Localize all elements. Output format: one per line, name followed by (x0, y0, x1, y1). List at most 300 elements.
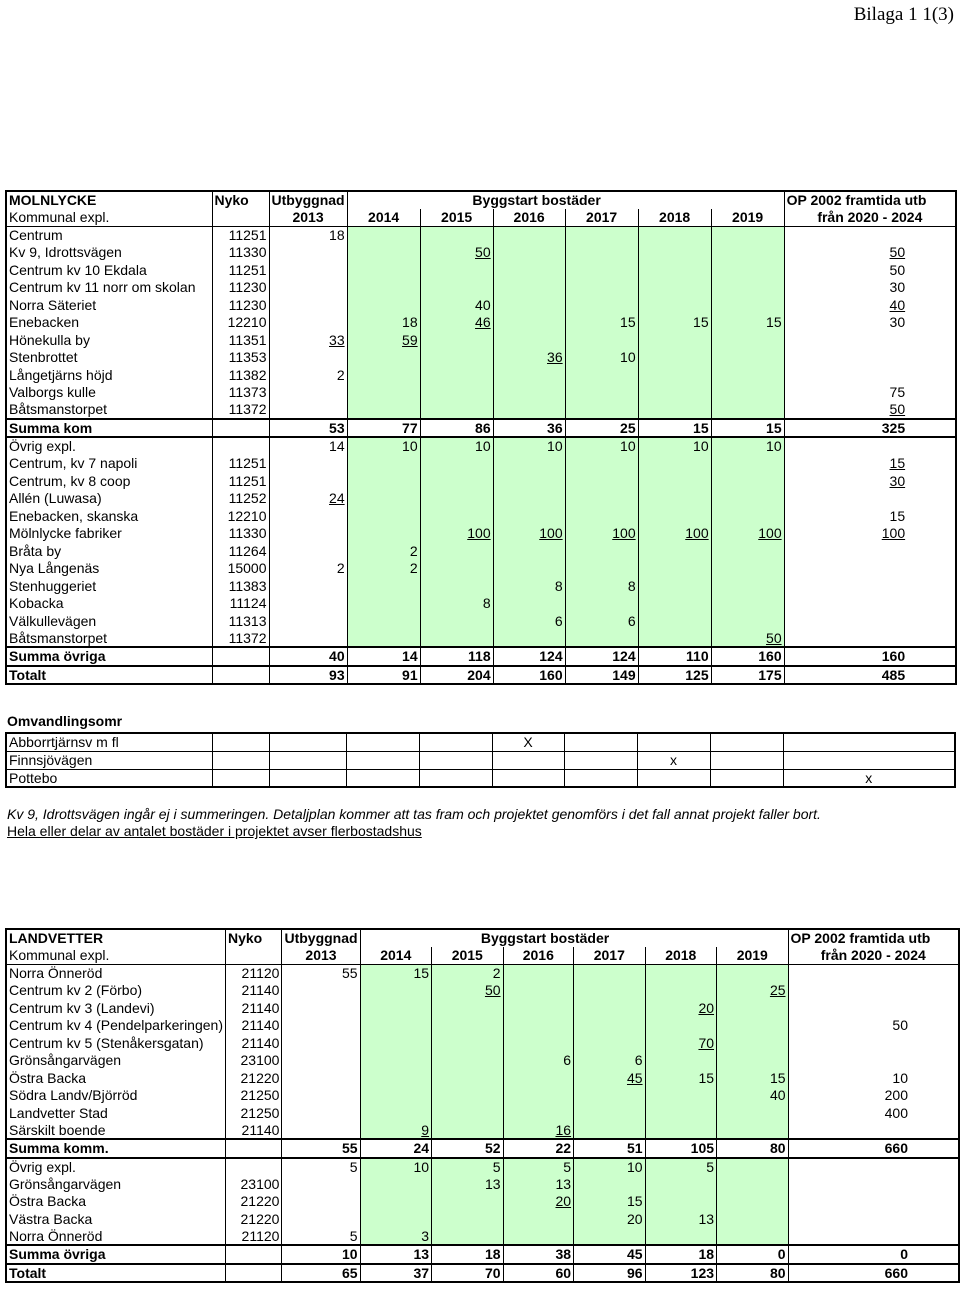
year-2014: 2014 (347, 209, 420, 227)
row-op-value (788, 999, 959, 1017)
row-value-2019: 100 (711, 525, 784, 543)
row-value-2015 (432, 1052, 503, 1070)
row-value-2015 (432, 999, 503, 1017)
row-value-2019 (711, 455, 784, 473)
note-kv9: Kv 9, Idrottsvägen ingår ej i summeringen. Detaljplan kommer att tas fram och projektet genomförs i det fall annat projekt faller bort. (7, 806, 821, 822)
row-value-2014 (360, 1052, 431, 1070)
row-value-2014 (360, 1104, 431, 1122)
row-value-2016: 100 (493, 525, 565, 543)
omv-mark: x (637, 751, 710, 769)
row-value-2018 (638, 279, 711, 297)
row-value-2015 (420, 279, 493, 297)
row-value-2019 (711, 507, 784, 525)
row-op-value: 75 (784, 384, 956, 402)
year-2015: 2015 (420, 209, 493, 227)
summary-value-2014: 14 (347, 647, 420, 666)
table-row (6, 1069, 959, 1087)
row-nyko: 21220 (226, 1069, 282, 1087)
row-nyko: 21140 (226, 982, 282, 1000)
row-value-2015: 50 (420, 244, 493, 262)
row-value-2019: 50 (711, 630, 784, 648)
row-value-2016 (503, 1210, 574, 1228)
kommunal-label: Kommunal expl. (6, 947, 226, 965)
summary-value-2014: 13 (360, 1245, 431, 1264)
row-op-value (784, 437, 956, 455)
table-row (6, 507, 956, 525)
row-value-2019 (717, 1158, 788, 1176)
table-row (6, 1210, 959, 1228)
row-op-value (784, 560, 956, 578)
row-value-2019 (717, 1034, 788, 1052)
row-value-2018 (638, 261, 711, 279)
row-value-2018 (638, 366, 711, 384)
summary-op-value: 325 (784, 419, 956, 438)
row-nyko: 21140 (226, 1034, 282, 1052)
summary-op-value: 0 (788, 1245, 959, 1264)
row-value-2014 (347, 595, 420, 613)
row-value-2015 (420, 507, 493, 525)
row-value-2014: 2 (347, 542, 420, 560)
omv-blank (492, 769, 564, 787)
row-name: Centrum kv 3 (Landevi) (6, 999, 226, 1017)
summary-value-2019: 80 (717, 1264, 788, 1283)
row-value-2015 (432, 1069, 503, 1087)
row-value-2015 (420, 366, 493, 384)
row-nyko: 21120 (226, 964, 282, 982)
row-name: Centrum, kv 7 napoli (6, 455, 212, 473)
omv-name: Finnsjövägen (6, 751, 212, 769)
row-value-2019 (711, 261, 784, 279)
row-value-2015 (420, 490, 493, 508)
table-row (6, 296, 956, 314)
row-value-2015 (420, 401, 493, 419)
row-value-2017 (565, 244, 638, 262)
nyko-blank (212, 209, 269, 227)
row-value-2017: 45 (574, 1069, 645, 1087)
row-value-2019 (711, 366, 784, 384)
row-value-2016: 16 (503, 1122, 574, 1140)
omvandling-row (6, 769, 955, 787)
year-2016: 2016 (503, 947, 574, 965)
row-name: Centrum kv 11 norr om skolan (6, 279, 212, 297)
row-value-2016: 8 (493, 577, 565, 595)
row-op-value (788, 964, 959, 982)
row-name: Grönsångarvägen (6, 1052, 226, 1070)
row-value-2017 (565, 472, 638, 490)
row-value-2013 (269, 595, 347, 613)
row-value-2017 (574, 1228, 645, 1246)
table-row (6, 244, 956, 262)
row-op-value (788, 1228, 959, 1246)
molnlycke-table (5, 190, 957, 685)
table-row (6, 1087, 959, 1105)
summary-value-2015: 70 (432, 1264, 503, 1283)
omv-blank (346, 751, 419, 769)
row-value-2015: 8 (420, 595, 493, 613)
row-value-2019 (717, 1052, 788, 1070)
year-2013: 2013 (269, 209, 347, 227)
summary-value-2013: 53 (269, 419, 347, 438)
row-value-2014 (347, 244, 420, 262)
row-name: Valborgs kulle (6, 384, 212, 402)
row-value-2013 (269, 472, 347, 490)
row-value-2014 (347, 401, 420, 419)
row-name: Östra Backa (6, 1069, 226, 1087)
table-row (6, 595, 956, 613)
row-op-value (784, 349, 956, 367)
row-value-2017 (565, 384, 638, 402)
row-value-2018: 15 (638, 314, 711, 332)
row-value-2013 (269, 507, 347, 525)
row-nyko: 11383 (212, 577, 269, 595)
row-name: Centrum kv 4 (Pendelparkeringen) (6, 1017, 226, 1035)
row-value-2019 (711, 384, 784, 402)
row-nyko: 12210 (212, 314, 269, 332)
year-2015: 2015 (432, 947, 503, 965)
row-name: Centrum (6, 226, 212, 244)
row-value-2016 (493, 560, 565, 578)
row-op-value: 40 (784, 296, 956, 314)
row-value-2015 (420, 331, 493, 349)
summary-value-2017: 149 (565, 666, 638, 685)
row-nyko: 11251 (212, 472, 269, 490)
row-value-2019 (711, 577, 784, 595)
row-value-2015 (432, 1034, 503, 1052)
row-nyko: 11251 (212, 455, 269, 473)
omv-blank (564, 733, 637, 751)
row-value-2014: 3 (360, 1228, 431, 1246)
row-value-2013: 2 (269, 366, 347, 384)
row-value-2013 (269, 577, 347, 595)
row-value-2014 (360, 1069, 431, 1087)
row-op-value: 30 (784, 314, 956, 332)
row-value-2013 (282, 1193, 360, 1211)
row-value-2017 (574, 999, 645, 1017)
summary-value-2019: 175 (711, 666, 784, 685)
row-name: Norra Säteriet (6, 296, 212, 314)
row-value-2016 (503, 1104, 574, 1122)
row-value-2015 (420, 577, 493, 595)
row-nyko: 21140 (226, 1122, 282, 1140)
row-value-2019 (717, 1193, 788, 1211)
omv-blank (419, 733, 492, 751)
row-nyko: 11313 (212, 612, 269, 630)
row-value-2018 (645, 1052, 716, 1070)
row-value-2018 (638, 384, 711, 402)
table-row (6, 1017, 959, 1035)
summary-value-2018: 105 (645, 1139, 716, 1158)
row-nyko: 15000 (212, 560, 269, 578)
row-value-2019 (711, 401, 784, 419)
row-value-2016 (493, 261, 565, 279)
summary-value-2019: 15 (711, 419, 784, 438)
table-row (6, 401, 956, 419)
summary-row (6, 1245, 959, 1264)
row-value-2016: 13 (503, 1175, 574, 1193)
row-name: Centrum kv 5 (Stenåkersgatan) (6, 1034, 226, 1052)
summary-nyko-blank (226, 1245, 282, 1264)
row-value-2018 (638, 455, 711, 473)
row-value-2018 (638, 507, 711, 525)
summary-value-2017: 96 (574, 1264, 645, 1283)
summary-value-2018: 110 (638, 647, 711, 666)
row-value-2018 (645, 1122, 716, 1140)
year-2014: 2014 (360, 947, 431, 965)
year-2018: 2018 (638, 209, 711, 227)
row-nyko: 21140 (226, 1017, 282, 1035)
row-value-2018: 13 (645, 1210, 716, 1228)
row-value-2013 (269, 314, 347, 332)
row-value-2015: 2 (432, 964, 503, 982)
row-value-2014: 59 (347, 331, 420, 349)
row-value-2018: 70 (645, 1034, 716, 1052)
summary-value-2014: 37 (360, 1264, 431, 1283)
row-value-2016 (503, 1069, 574, 1087)
row-name: Bråta by (6, 542, 212, 560)
row-value-2019 (711, 472, 784, 490)
summary-nyko-blank (226, 1264, 282, 1283)
row-value-2013: 24 (269, 490, 347, 508)
row-value-2014: 9 (360, 1122, 431, 1140)
summary-name: Summa övriga (6, 647, 212, 666)
row-value-2015 (420, 349, 493, 367)
year-2018: 2018 (645, 947, 716, 965)
omv-mark: x (783, 769, 955, 787)
summary-value-2018: 123 (645, 1264, 716, 1283)
row-value-2016 (493, 226, 565, 244)
row-value-2019 (717, 999, 788, 1017)
row-value-2018 (645, 964, 716, 982)
row-value-2017: 8 (565, 577, 638, 595)
row-op-value: 50 (784, 401, 956, 419)
row-value-2015 (420, 612, 493, 630)
row-value-2014 (347, 279, 420, 297)
omvandling-row (6, 733, 955, 751)
summary-op-value: 660 (788, 1264, 959, 1283)
row-value-2018 (638, 401, 711, 419)
summary-value-2016: 22 (503, 1139, 574, 1158)
table-row (6, 261, 956, 279)
row-value-2019 (711, 244, 784, 262)
table-row (6, 1122, 959, 1140)
row-name: Enebacken, skanska (6, 507, 212, 525)
row-name: Grönsångarvägen (6, 1175, 226, 1193)
row-value-2014 (360, 1193, 431, 1211)
row-value-2013: 55 (282, 964, 360, 982)
row-name: Nya Långenäs (6, 560, 212, 578)
row-value-2018: 15 (645, 1069, 716, 1087)
row-value-2015: 100 (420, 525, 493, 543)
row-value-2014: 10 (360, 1158, 431, 1176)
row-value-2019 (717, 1017, 788, 1035)
row-value-2013 (269, 349, 347, 367)
row-value-2014 (360, 1210, 431, 1228)
row-value-2017: 100 (565, 525, 638, 543)
summary-value-2015: 52 (432, 1139, 503, 1158)
utbyggnad-header: Utbyggnad (269, 191, 347, 209)
year-row (6, 209, 956, 227)
year-2019: 2019 (711, 209, 784, 227)
row-value-2013 (282, 1087, 360, 1105)
summary-name: Summa komm. (6, 1139, 226, 1158)
row-value-2016: 10 (493, 437, 565, 455)
row-value-2016 (493, 366, 565, 384)
row-value-2016: 6 (503, 1052, 574, 1070)
row-value-2013 (269, 455, 347, 473)
row-value-2016 (493, 490, 565, 508)
op-header: OP 2002 framtida utb (784, 191, 956, 209)
notes (7, 806, 821, 840)
row-name: Södra Landv/Björröd (6, 1087, 226, 1105)
row-value-2013 (282, 982, 360, 1000)
row-nyko: 11251 (212, 261, 269, 279)
row-value-2017: 15 (574, 1193, 645, 1211)
row-name: Enebacken (6, 314, 212, 332)
summary-value-2016: 124 (493, 647, 565, 666)
row-value-2013 (269, 244, 347, 262)
row-op-value: 50 (788, 1017, 959, 1035)
row-value-2014 (347, 472, 420, 490)
row-op-value (788, 982, 959, 1000)
row-value-2014 (347, 384, 420, 402)
row-value-2014 (360, 982, 431, 1000)
row-value-2018 (638, 490, 711, 508)
row-value-2014 (347, 261, 420, 279)
summary-value-2014: 91 (347, 666, 420, 685)
year-2017: 2017 (574, 947, 645, 965)
row-op-value: 100 (784, 525, 956, 543)
row-value-2015: 40 (420, 296, 493, 314)
summary-value-2013: 93 (269, 666, 347, 685)
row-value-2016 (493, 595, 565, 613)
omv-blank (710, 769, 783, 787)
summary-value-2015: 18 (432, 1245, 503, 1264)
table-row (6, 1034, 959, 1052)
row-name: Norra Önneröd (6, 1228, 226, 1246)
row-value-2013: 5 (282, 1228, 360, 1246)
row-value-2015 (432, 1210, 503, 1228)
summary-row (6, 647, 956, 666)
row-op-value: 50 (784, 261, 956, 279)
table-row (6, 964, 959, 982)
row-value-2019 (711, 542, 784, 560)
row-value-2013 (282, 1122, 360, 1140)
row-value-2017 (565, 490, 638, 508)
omvandling-row (6, 751, 955, 769)
table-row (6, 314, 956, 332)
summary-value-2019: 160 (711, 647, 784, 666)
row-op-value (788, 1193, 959, 1211)
omv-blank (346, 733, 419, 751)
row-value-2014 (347, 507, 420, 525)
row-value-2018 (638, 542, 711, 560)
row-name: Centrum, kv 8 coop (6, 472, 212, 490)
summary-value-2017: 51 (574, 1139, 645, 1158)
row-op-value: 400 (788, 1104, 959, 1122)
row-value-2014 (347, 612, 420, 630)
row-value-2015 (432, 1104, 503, 1122)
row-name: Västra Backa (6, 1210, 226, 1228)
row-value-2019: 25 (717, 982, 788, 1000)
row-value-2018: 100 (638, 525, 711, 543)
row-value-2016 (493, 401, 565, 419)
summary-nyko-blank (212, 666, 269, 685)
row-value-2017 (574, 1104, 645, 1122)
row-value-2015 (420, 384, 493, 402)
row-nyko (212, 437, 269, 455)
row-nyko: 23100 (226, 1175, 282, 1193)
utbyggnad-header: Utbyggnad (282, 929, 360, 947)
table-row (6, 999, 959, 1017)
row-nyko: 11124 (212, 595, 269, 613)
row-op-value (784, 595, 956, 613)
row-value-2016 (493, 331, 565, 349)
omv-blank (710, 751, 783, 769)
row-value-2017: 10 (565, 349, 638, 367)
row-value-2013 (282, 1175, 360, 1193)
summary-value-2018: 125 (638, 666, 711, 685)
row-value-2019 (717, 964, 788, 982)
row-value-2013: 14 (269, 437, 347, 455)
row-value-2013 (282, 999, 360, 1017)
table-row (6, 279, 956, 297)
row-value-2013 (269, 612, 347, 630)
row-value-2013 (282, 1017, 360, 1035)
omv-blank (269, 751, 346, 769)
row-value-2016 (493, 314, 565, 332)
row-value-2017: 20 (574, 1210, 645, 1228)
row-value-2014 (347, 577, 420, 595)
row-value-2013 (269, 525, 347, 543)
row-op-value: 200 (788, 1087, 959, 1105)
row-value-2013 (269, 279, 347, 297)
row-nyko: 21250 (226, 1087, 282, 1105)
row-value-2019 (711, 279, 784, 297)
row-nyko: 21140 (226, 999, 282, 1017)
header-row (6, 191, 956, 209)
row-value-2015: 50 (432, 982, 503, 1000)
omv-blank (710, 733, 783, 751)
row-value-2017: 15 (565, 314, 638, 332)
row-op-value (788, 1034, 959, 1052)
summary-value-2019: 0 (717, 1245, 788, 1264)
row-value-2018 (645, 1193, 716, 1211)
row-value-2016 (493, 630, 565, 648)
row-name: Övrig expl. (6, 1158, 226, 1176)
row-value-2015: 10 (420, 437, 493, 455)
row-value-2013: 5 (282, 1158, 360, 1176)
row-value-2017: 10 (565, 437, 638, 455)
row-value-2017 (574, 1087, 645, 1105)
row-value-2014 (347, 366, 420, 384)
row-nyko: 11382 (212, 366, 269, 384)
row-op-value (788, 1052, 959, 1070)
row-value-2018 (638, 560, 711, 578)
table-row (6, 437, 956, 455)
summary-row (6, 666, 956, 685)
row-value-2015 (420, 226, 493, 244)
row-op-value (784, 490, 956, 508)
row-value-2014 (360, 1175, 431, 1193)
row-value-2018 (638, 296, 711, 314)
row-name: Norra Önneröd (6, 964, 226, 982)
row-value-2013 (269, 542, 347, 560)
summary-op-value: 160 (784, 647, 956, 666)
row-nyko: 21250 (226, 1104, 282, 1122)
row-value-2014 (360, 999, 431, 1017)
row-value-2019 (711, 595, 784, 613)
row-value-2018 (645, 982, 716, 1000)
